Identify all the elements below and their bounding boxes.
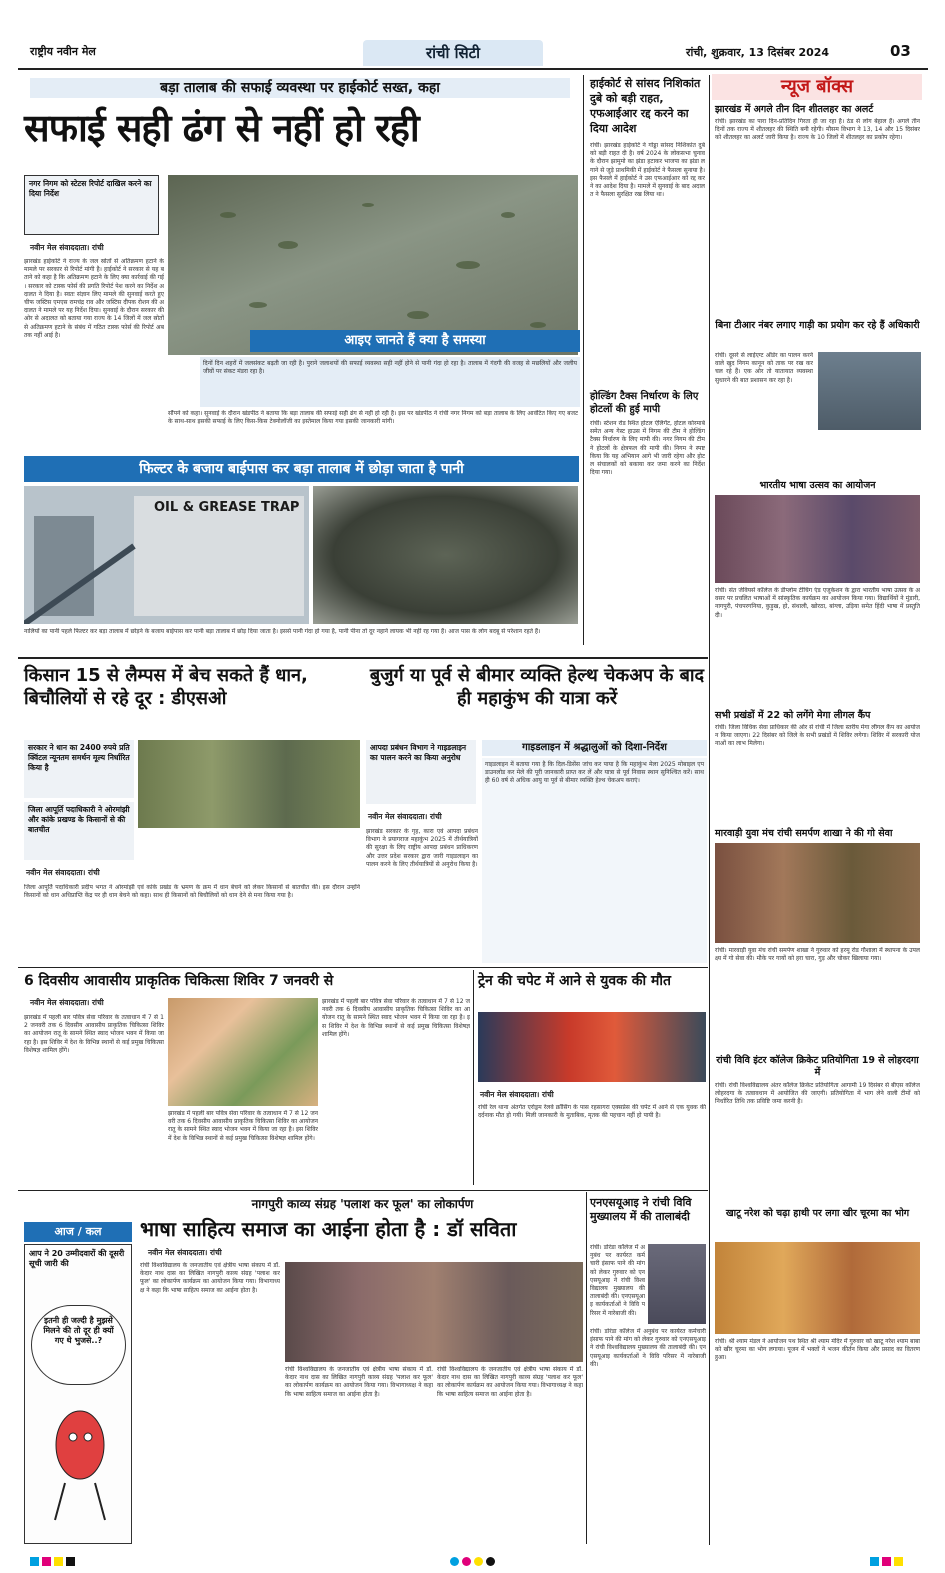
mp-headline: हाईकोर्ट से सांसद निशिकांत दुबे को बड़ी राहत, एफआईआर रद्द करने का दिया आदेश (590, 77, 701, 135)
section-tab: रांची सिटी (363, 40, 543, 66)
mp-body: रांची। झारखंड हाईकोर्ट ने गोड्डा सांसद निशिकांत दुबे को बड़ी राहत दी है। वर्ष 2024 के लोकसभा चुनाव के दौरान झामुमो का झंडा हटाकर भाजपा का झंडा लगाने से जुड़े प्राथमिकी में हाईकोर्ट ने फैसला सुनाया है। इस फैसले में हाईकोर्ट ने उस एफआईआर को रद्द करने का आदेश दिया है। मामले में सुनवाई के बाद अदालत ने फैसला सुरक्षित रख लिया था। (590, 142, 705, 199)
health-headline: बुजुर्ग या पूर्व से बीमार व्यक्ति हेल्थ चेकअप के बाद ही महाकुंभ की यात्रा करें (369, 665, 705, 709)
naturopathy-body: झारखंड में पहली बार पवित्र सेवा परिवार के तत्वाधान में 7 से 12 जनवरी तक 6 दिवसीय आवासीय प्राकृतिक चिकित्सा शिविर का आयोजन रातू के सामने स्थित स्वाद भोजन भवन में किया जा रहा है। इस शिविर में देश के विभिन्न स्थानों से कई प्रमुख चिकित्सा विशेषज्ञ शामिल होंगे। (24, 1014, 164, 1054)
book-launch-photo (285, 1262, 583, 1362)
lead-kicker: बड़ा तालाब की सफाई व्यवस्था पर हाईकोर्ट सख्त, कहा (30, 78, 570, 98)
news-item-2-head: भारतीय भाषा उत्सव का आयोजन (759, 480, 876, 491)
news-item-5-body: रांची। रांची विश्वविद्यालय अंतर कॉलेज क्रिकेट प्रतियोगिता आगामी 19 दिसंबर से बीएस कॉलेज लोहरदगा के तत्वावधान में आयोजित की जाएगी। प्रतियोगिता में भाग लेने वाली टीमों को निर्धारित तिथि तक प्रविष्टि जमा करनी है। (715, 1082, 920, 1106)
lead-headline: सफाई सही ढंग से नहीं हो रही (24, 106, 419, 150)
lead-caption: दिनों दिन शहरों में जलसंकट बढ़ती जा रही है। पुराने जलाशयों की सफाई व्यवस्था सही नहीं होने से पानी गंदा हो रहा है। तालाब में गंदगी की वजह से मछलियों और जलीय जीवों पर संकट मंडरा रहा है। (200, 357, 580, 407)
literature-body: रांची विश्वविद्यालय के जनजातीय एवं क्षेत्रीय भाषा संकाय में डॉ. केदार नाथ दास का लिखित नागपुरी काव्य संग्रह 'पलाश कर फूल' का लोकार्पण कार्यक्रम का आयोजन किया गया। विभागाध्यक्ष ने कहा कि भाषा साहित्य समाज का आईना होता है। (140, 1262, 280, 1294)
naturopathy-byline: नवीन मेल संवाददाता। रांची (30, 998, 104, 1007)
drain-caption: नालियों का पानी पहले फिल्टर कर बड़ा तालाब में छोड़ने के बजाय बाईपास कर पानी बड़ा तालाब में छोड़ दिया जाता है। इससे पानी गंदा हो गया है, पानी पीना तो दूर नहाने लायक भी नहीं रह गया है। आज पास के लोग बदबू से परेशान रहते हैं। (24, 628, 541, 635)
train-byline: नवीन मेल संवाददाता। रांची (480, 1090, 554, 1099)
train-photo (478, 1012, 706, 1082)
dateline: रांची, शुक्रवार, 13 दिसंबर 2024 (686, 46, 830, 59)
cyan-swatch-r (870, 1557, 879, 1566)
lake-photo-art (168, 175, 578, 355)
cartoon-drawing (25, 1395, 131, 1540)
section-rule-2 (18, 967, 708, 968)
news-box-title: न्यूज बॉक्स (712, 74, 922, 100)
nsui-photo (648, 1244, 706, 1324)
health-bullet: आपदा प्रबंधन विभाग ने गाइडलाइन का पालन करने का किया अनुरोध (366, 740, 476, 804)
vehicle-photo (818, 352, 921, 430)
news-item-5-head: रांची विवि इंटर कॉलेज क्रिकेट प्रतियोगिता 19 से लोहरदगा में (716, 1055, 919, 1078)
lake-photo (168, 175, 578, 355)
news-item-1-body: रांची। दूसरे से लाईएग्ट ऑर्डर का पालन करने वाले खुद निगम कानून को ताक पर रख कर चल रहे हैं। एक ओर तो यातायात व्यवस्था सुधारने की बात प्रशासन कर रहा है। (715, 352, 813, 384)
grease-trap-sign: OIL & GREASE TRAP (154, 500, 300, 515)
naturopathy-photo (168, 998, 318, 1106)
news-item-0-body: रांची। झारखंड का पारा दिन-प्रतिदिन गिरता ही जा रहा है। ठंड से लोग बेहाल हैं। अगले तीन दिनों तक राज्य में शीतलहर की स्थिति बनी रहेगी। मौसम विभाग ने 13, 14 और 15 दिसंबर को शीतलहर का अलर्ट जारी किया है। राज्य के 10 जिलों में शीतलहर का प्रकोप रहेगा। (715, 118, 920, 142)
grease-trap-photo (24, 486, 309, 624)
cartoon-bubble: इतनी ही जल्दी है मुझसे मिलने की तो दूर ही क्यों गए थे भुजसे..? (31, 1305, 126, 1385)
farmer-photo (138, 740, 360, 828)
holding-tax-body: रांची। स्टेशन रोड स्थित होटल ऐलिगेंट, होटल कोरमाबे समेत अन्य गेस्ट हाउस में निगम की टीम ने होल्डिंग टैक्स निर्धारण के लिए मापी की। नगर निगम की टीम ने होटलों के क्षेत्रफल की मापी की। निगम ने स्पष्ट किया कि यह अभियान आगे भी जारी रहेगा और होटल संचालकों को बकाया कर जमा करने का निर्देश दिया गया। (590, 420, 705, 477)
page-number: 03 (890, 42, 911, 60)
naturopathy-headline: 6 दिवसीय आवासीय प्राकृतिक चिकित्सा शिविर 7 जनवरी से (24, 973, 334, 989)
news-item-4-head: मारवाड़ी युवा मंच रांची समर्पण शाखा ने की गो सेवा (715, 828, 893, 839)
section-rule-1 (18, 657, 708, 659)
guideline-box-body: गाइडलाइन में बताया गया है कि दिल-डिसेंस जांच कर पाया है कि महाकुंभ मेला 2025 मोबाइल एप डाउनलोड कर मेले की पूरी जानकारी प्राप्त कर लें और यात्रा से पूर्व निवास स्थान सुनिश्चित करें। साथ ही 60 वर्ष से अधिक आयु या पूर्व से बीमार व्यक्ति हेल्थ चेकअप कराएं। (482, 758, 707, 963)
cartoon-panel (24, 1244, 132, 1544)
yellow-swatch-r (894, 1557, 903, 1566)
paper-logo: राष्ट्रीय नवीन मेल (30, 45, 96, 58)
naturopathy-body-2: झारखंड में पहली बार पवित्र सेवा परिवार के तत्वाधान में 7 से 12 जनवरी तक 6 दिवसीय आवासीय प्राकृतिक चिकित्सा शिविर का आयोजन रातू के सामने स्थित स्वाद भोजन भवन में किया जा रहा है। इस शिविर में देश के विभिन्न स्थानों से कई प्रमुख चिकित्सा विशेषज्ञ शामिल होंगे। (168, 1110, 318, 1142)
inset-title: आइए जानते हैं क्या है समस्या (250, 330, 580, 352)
literature-body-3: रांची विश्वविद्यालय के जनजातीय एवं क्षेत्रीय भाषा संकाय में डॉ. केदार नाथ दास का लिखित नागपुरी काव्य संग्रह 'पलाश कर फूल' का लोकार्पण कार्यक्रम का आयोजन किया गया। विभागाध्यक्ष ने कहा कि भाषा साहित्य समाज का आईना होता है। (437, 1366, 583, 1398)
registration-marks-left (30, 1551, 78, 1570)
literature-body-2: रांची विश्वविद्यालय के जनजातीय एवं क्षेत्रीय भाषा संकाय में डॉ. केदार नाथ दास का लिखित नागपुरी काव्य संग्रह 'पलाश कर फूल' का लोकार्पण कार्यक्रम का आयोजन किया गया। विभागाध्यक्ष ने कहा कि भाषा साहित्य समाज का आईना होता है। (285, 1366, 433, 1398)
news-item-6-head: खाटू नरेश को चढ़ा हाथी पर लगा खीर चूरमा का भोग (725, 1208, 910, 1219)
holding-tax-headline: होल्डिंग टैक्स निर्धारण के लिए होटलों की हुई मापी (590, 391, 699, 415)
language-fest-photo (715, 495, 920, 583)
col-divider-3 (473, 970, 474, 1185)
news-item-3-head: सभी प्रखंडों में 22 को लगेंगे मेगा लीगल कैंप (715, 710, 871, 721)
lead-body-2: सौंपने को कहा। सुनवाई के दौरान खंडपीठ ने बताया कि बड़ा तालाब की सफाई सही ढंग से नहीं हो रही है। इस पर खंडपीठ ने रांची नगर निगम को बड़ा तालाब के लिए आवंटित किए गए बजट के साथ-साथ इसकी सफाई के लिए किस-किस टेक्नोलॉजी का इस्तेमाल किया गया इसकी जानकारी मांगी। (168, 410, 578, 426)
registration-marks-center (450, 1551, 498, 1570)
literature-byline: नवीन मेल संवाददाता। रांची (148, 1248, 222, 1257)
col-divider-2 (709, 75, 710, 1545)
naturopathy-body-3: झारखंड में पहली बार पवित्र सेवा परिवार के तत्वाधान में 7 से 12 जनवरी तक 6 दिवसीय आवासीय प्राकृतिक चिकित्सा शिविर का आयोजन रातू के सामने स्थित स्वाद भोजन भवन में किया जा रहा है। इस शिविर में देश के विभिन्न स्थानों से कई प्रमुख चिकित्सा विशेषज्ञ शामिल होंगे। (322, 998, 470, 1038)
nsui-headline: एनएसयूआइ ने रांची विवि मुख्यालय में की तालाबंदी (590, 1196, 692, 1223)
yellow-dot (474, 1557, 483, 1566)
news-item-1-head: बिना टीआर नंबर लगाए गाड़ी का प्रयोग कर रहे हैं अधिकारी (715, 320, 920, 331)
go-seva-photo (715, 843, 920, 943)
farmer-bullet-1: जिला आपूर्ति पदाधिकारी ने ओरमांझी और कांके प्रखण्ड के किसानों से की बातचीत (24, 802, 134, 860)
cyan-swatch (30, 1557, 39, 1566)
news-item-3-body: रांची। जिला विधिक सेवा प्राधिकार की ओर से रांची में जिला स्तरीय मेगा लीगल कैंप का आयोजन किया जाएगा। 22 दिसंबर को जिले के सभी प्रखंडों में शिविर लगेगा। शिविर में सरकारी योजनाओं का लाभ मिलेगा। (715, 724, 920, 748)
col-divider-1 (583, 75, 584, 645)
magenta-swatch (42, 1557, 51, 1566)
news-item-2-body: रांची। संत जेवियर्स कॉलेज के डीप्लोम टीचिंग एंड एजुकेशन के द्वारा भारतीय भाषा उत्सव के अवसर पर प्रचलित भाषाओं में सांस्कृतिक कार्यक्रम का आयोजन किया गया। विद्यार्थियों ने मुंडारी, नागपुरी, पंचपरगनिया, कुड़ुख, हो, संथाली, खोरठा, बांग्ला, उड़िया समेत हिंदी भाषा में प्रस्तुति दी। (715, 587, 920, 619)
khatu-shyam-photo (715, 1242, 920, 1334)
registration-marks-right (870, 1551, 906, 1570)
news-item-4-body: रांची। मारवाड़ी युवा मंच रांची समर्पण शाखा ने गुरुवार को हरमू रोड गौशाला में स्थापना के उपलक्ष्य में गो सेवा की। मौके पर गायों को हरा चारा, गुड़ और चोकर खिलाया गया। (715, 947, 920, 963)
col-divider-4 (586, 1192, 587, 1544)
farmer-bullet-0: सरकार ने धान का 2400 रुपये प्रति क्विंटल न्यूनतम समर्थन मूल्य निर्धारित किया है (24, 740, 134, 798)
literature-kicker: नागपुरी काव्य संग्रह 'पलाश कर फूल' का लोकार्पण (251, 1197, 474, 1211)
masthead (18, 38, 928, 68)
magenta-swatch-r (882, 1557, 891, 1566)
farmer-body: जिला आपूर्ति पदाधिकारी प्रदीप भगत ने ओरमांझी एवं कांके प्रखंड के भ्रमण के क्रम में धान बेचने को लेकर किसानों से बातचीत की। इस दौरान उन्होंने किसानों को धान अधिप्राप्ति केंद्र पर ही धान बेचने को कहा। साथ ही किसानों को बिचौलियों को धान देने से मना किया गया है। (24, 884, 360, 900)
lead-body: झारखंड हाईकोर्ट ने राज्य के जल स्रोतों से अतिक्रमण हटाने के मामले पर सरकार से रिपोर्ट मांगी है। हाईकोर्ट ने सरकार से यह बताने को कहा है कि अतिक्रमण हटाने के लिए क्या कार्रवाई की गई। सरकार को टास्क फोर्स की प्रगति रिपोर्ट पेश करने का निर्देश अदालत ने दिया है। स्वतः संज्ञान लिए मामले की सुनवाई करते हुए चीफ जस्टिस एमएस रामचंद्र राव और जस्टिस दीपक रोशन की अदालत ने मामले पर यह निर्देश दिया। सुनवाई के दौरान सरकार की ओर से अदालत को बताया गया राज्य के 14 जिलों में जल स्रोतों से अतिक्रमण हटाने के संबंध में गठित टास्क फोर्स की रिपोर्ट अब तक नहीं आई है। (24, 258, 164, 339)
train-body: रांची रेल थाना अंतर्गत एरोड्रम रेलवे क्रॉसिंग के पास रहसागरा एक्सप्रेस की चपेट में आने से एक युवक की दर्दनाक मौत हो गयी। मिली जानकारी के मुताबिक, मृतक की पहचान नहीं हो पायी है। (478, 1104, 706, 1120)
nsui-body-2: रांची। डोरंडा कॉलेज में अनुबंध पर कार्यरत कर्मचारी इंसाफ पाने की मांग को लेकर गुरुवार को एनएसयूआइ ने रांची विश्वविद्यालय मुख्यालय की तालाबंदी की। एनएसयूआइ कार्यकर्ताओं ने विवि परिसर में नारेबाजी की। (590, 1328, 706, 1368)
farmer-headline: किसान 15 से लैम्पस में बेच सकते हैं धान, बिचौलियों से रहे दूर : डीएसओ (24, 665, 308, 709)
drain-photo (313, 486, 578, 624)
lead-byline: नवीन मेल संवाददाता। रांची (30, 243, 104, 252)
filter-banner: फिल्टर के बजाय बाईपास कर बड़ा तालाब में छोड़ा जाता है पानी (24, 456, 579, 482)
yellow-swatch (54, 1557, 63, 1566)
literature-headline: भाषा साहित्य समाज का आईना होता है : डॉ सविता (140, 1217, 517, 1241)
cartoon-header: आज / कल (24, 1222, 132, 1242)
farmer-byline: नवीन मेल संवाददाता। रांची (26, 868, 100, 877)
nsui-body: रांची। डोरंडा कॉलेज में अनुबंध पर कार्यरत कर्मचारी इंसाफ पाने की मांग को लेकर गुरुवार को एनएसयूआइ ने रांची विश्वविद्यालय मुख्यालय की तालाबंदी की। एनएसयूआइ कार्यकर्ताओं ने विवि परिसर में नारेबाजी की। (590, 1244, 645, 1317)
black-dot (486, 1557, 495, 1566)
lead-bullet: नगर निगम को स्टेटस रिपोर्ट दाखिल करने का दिया निर्देश (24, 175, 159, 235)
masthead-rule (18, 68, 928, 70)
cartoon-top-text: आप ने 20 उम्मीदवारों की दूसरी सूची जारी की (29, 1249, 125, 1268)
magenta-dot (462, 1557, 471, 1566)
cyan-dot (450, 1557, 459, 1566)
news-item-0-head: झारखंड में अगले तीन दिन शीतलहर का अलर्ट (715, 104, 874, 115)
train-headline: ट्रेन की चपेट में आने से युवक की मौत (478, 973, 672, 989)
health-body: झारखंड सरकार के गृह, कारा एवं आपदा प्रबंधन विभाग ने प्रयागराज महाकुंभ 2025 में तीर्थयात्रियों की सुरक्षा के लिए राष्ट्रीय आपदा प्रबंधन प्राधिकरण और उत्तर प्रदेश सरकार द्वारा जारी गाइडलाइन का पालन करने के लिए तीर्थयात्रियों से अनुरोध किया है। (366, 828, 478, 868)
guideline-box-title: गाइडलाइन में श्रद्धालुओं को दिशा-निर्देश (482, 740, 707, 756)
health-byline: नवीन मेल संवाददाता। रांची (368, 812, 442, 821)
section-rule-3 (18, 1190, 708, 1191)
news-item-6-body: रांची। श्री श्याम मंडल ने आयोजन पथ स्थित श्री श्याम मंदिर में गुरुवार को खाटू नरेश श्याम बाबा को खीर चूरमा का भोग लगाया। पूजन में भक्तों ने भजन कीर्तन किया और प्रसाद का वितरण हुआ। (715, 1338, 920, 1362)
black-swatch (66, 1557, 75, 1566)
